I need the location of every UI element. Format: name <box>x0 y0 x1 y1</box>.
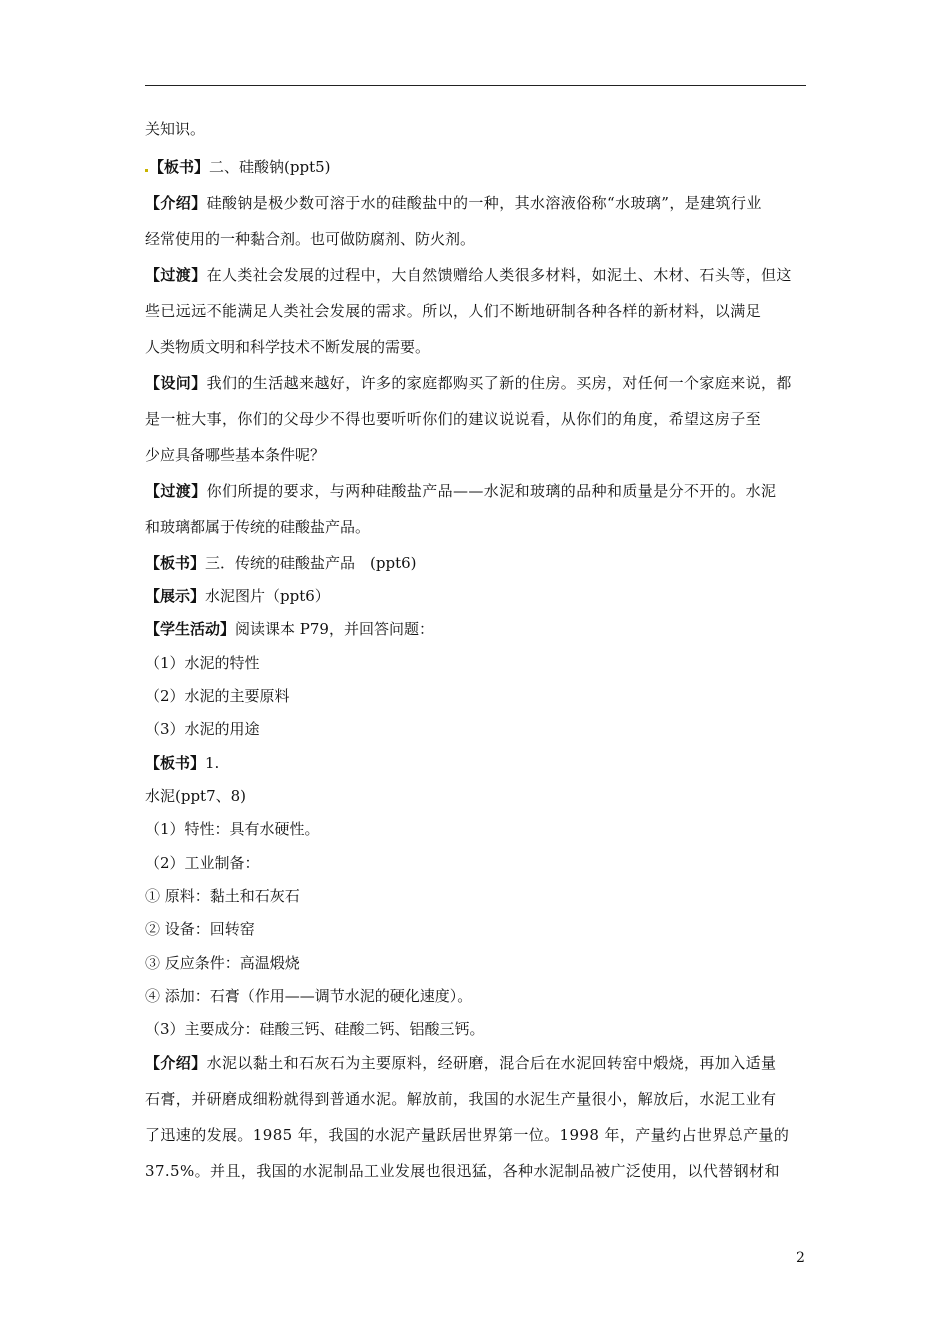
paragraph-line: 【学生活动】阅读课本 P79，并回答问题： <box>145 620 434 638</box>
board-note-line: 【板书】1. <box>145 754 220 772</box>
header-rule <box>145 85 806 86</box>
paragraph-line: 了迅速的发展。1985 年，我国的水泥产量跃居世界第一位。1998 年，产量约占世界总产量的 <box>145 1126 790 1144</box>
paragraph-line: 【介绍】硅酸钠是极少数可溶于水的硅酸盐中的一种，其水溶液俗称“水玻璃”，是建筑行业 <box>145 194 762 212</box>
board-note-line: 【板书】三．传统的硅酸盐产品 (ppt6) <box>145 554 417 572</box>
paragraph-line: 【过渡】在人类社会发展的过程中，大自然馈赠给人类很多材料，如泥土、木材、石头等，但这 <box>145 266 792 284</box>
list-item: （3）水泥的用途 <box>145 720 260 738</box>
paragraph-line: 石膏，并研磨成细粉就得到普通水泥。解放前，我国的水泥生产量很小，解放后，水泥工业有 <box>145 1090 777 1108</box>
list-item: ① 原料：黏土和石灰石 <box>145 887 300 905</box>
paragraph-line: 少应具备哪些基本条件呢？ <box>145 446 326 464</box>
paragraph-line: 【过渡】你们所提的要求，与两种硅酸盐产品——水泥和玻璃的品种和质量是分不开的。水泥 <box>145 482 777 500</box>
paragraph-line: 关知识。 <box>145 120 206 138</box>
list-item: ③ 反应条件：高温煅烧 <box>145 954 300 972</box>
list-item: （3）主要成分：硅酸三钙、硅酸二钙、铝酸三钙。 <box>145 1020 485 1038</box>
paragraph-line: 人类物质文明和科学技术不断发展的需要。 <box>145 338 431 356</box>
list-item: （1）特性：具有水硬性。 <box>145 820 320 838</box>
paragraph-line: 【介绍】水泥以黏土和石灰石为主要原料，经研磨，混合后在水泥回转窑中煅烧，再加入适量 <box>145 1054 777 1072</box>
paragraph-line: 【展示】水泥图片（ppt6） <box>145 587 330 605</box>
page-number: 2 <box>796 1250 805 1266</box>
list-item: （1）水泥的特性 <box>145 654 260 672</box>
list-item: （2）水泥的主要原料 <box>145 687 290 705</box>
paragraph-line: 是一桩大事，你们的父母少不得也要听听你们的建议说说看，从你们的角度，希望这房子至 <box>145 410 762 428</box>
paragraph-line: 37.5%。并且，我国的水泥制品工业发展也很迅猛，各种水泥制品被广泛使用，以代替钢材和 <box>145 1162 780 1180</box>
paragraph-line: 和玻璃都属于传统的硅酸盐产品。 <box>145 518 371 536</box>
list-item: （2）工业制备： <box>145 854 260 872</box>
paragraph-line: 水泥(ppt7、8) <box>145 787 247 805</box>
marker-dot-icon <box>145 169 148 172</box>
board-note-line: 【板书】二、硅酸钠(ppt5) <box>145 156 331 177</box>
list-item: ② 设备：回转窑 <box>145 920 255 938</box>
paragraph-line: 经常使用的一种黏合剂。也可做防腐剂、防火剂。 <box>145 230 476 248</box>
paragraph-line: 些已远远不能满足人类社会发展的需求。所以，人们不断地研制各种各样的新材料，以满足 <box>145 302 762 320</box>
list-item: ④ 添加：石膏（作用——调节水泥的硬化速度）。 <box>145 987 473 1005</box>
paragraph-line: 【设问】我们的生活越来越好，许多的家庭都购买了新的住房。买房，对任何一个家庭来说，都 <box>145 374 792 392</box>
